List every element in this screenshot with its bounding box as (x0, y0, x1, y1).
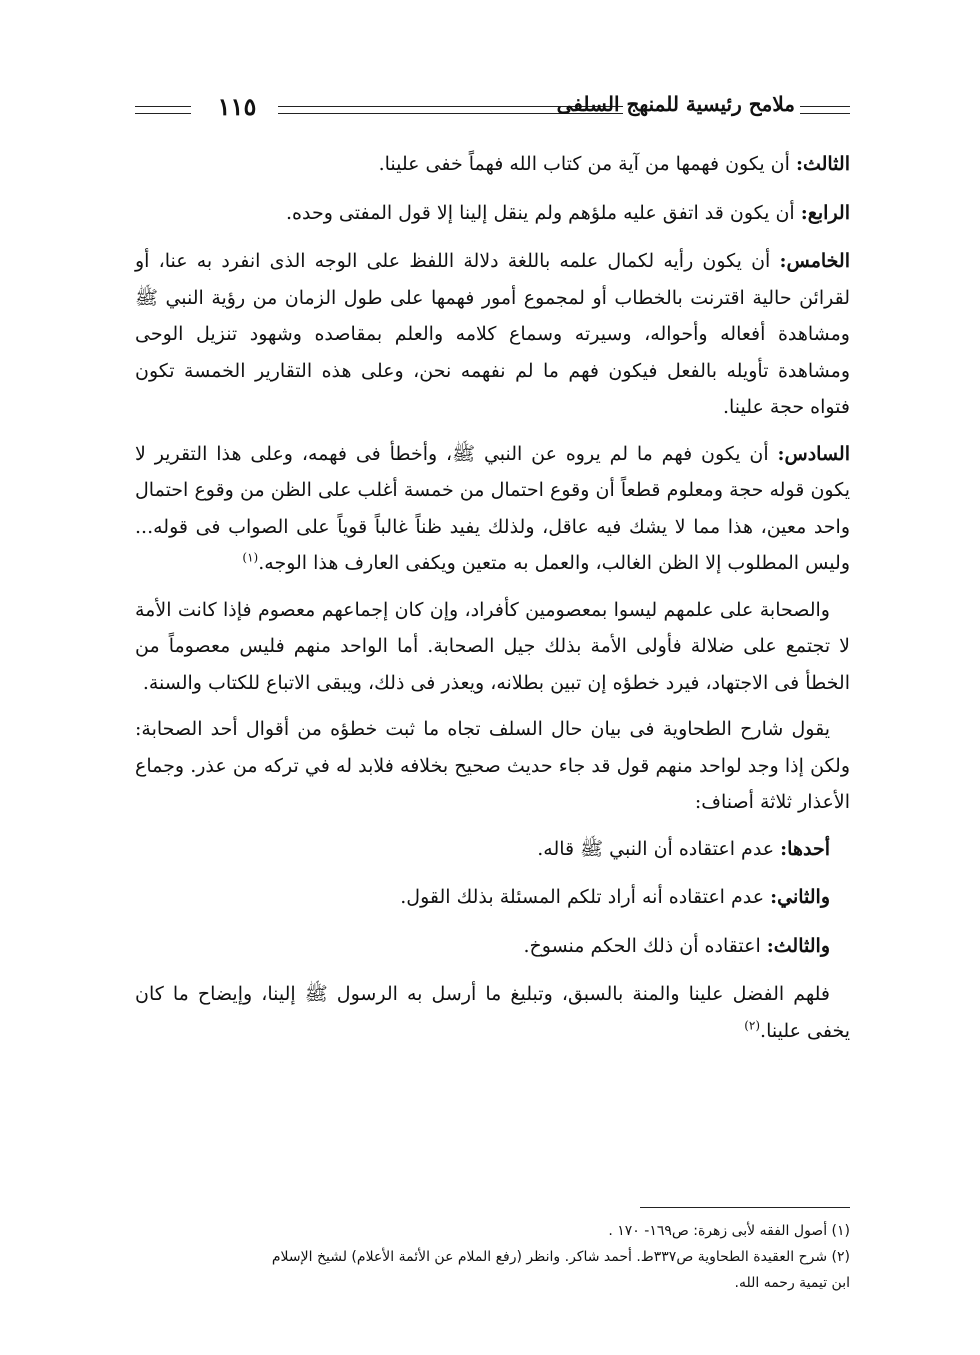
paragraph-text: والصحابة على علمهم ليسوا بمعصومين كأفراد، وإن كان إجماعهم معصوم فإذا كانت الأمة لا تجتمع على ضلالة فأولى الأمة بذلك جيل الصحابة. أما الواحد منهم فليس معصوماً من الخطأ فى الاجتهاد، فيرد خطؤه إن تبين بطلانه، ويعذر فى ذلك، ويبقى الاتباع للكتاب والسنة. (135, 598, 850, 694)
paragraph-lead: والثالث: (766, 934, 830, 957)
paragraph-text: أن يكون قد اتفق عليه ملؤهم ولم ينقل إلينا إلا قول المفتى وحده. (285, 201, 801, 224)
footnote-ref: (٢) (744, 1018, 761, 1033)
paragraph-conclusion (135, 976, 850, 1049)
paragraph-text: أن يكون فهمها من آية من كتاب الله فهماً خفى علينا. (378, 153, 796, 175)
paragraph-companions (135, 592, 850, 702)
page-header (135, 92, 850, 132)
paragraph-second-excuse (135, 879, 850, 916)
footnote-2-continued: ابن تيمية رحمه الله. (734, 1275, 850, 1291)
footnote-ref: (١) (242, 550, 259, 565)
paragraph-lead: الخامس: (779, 250, 850, 272)
paragraph-third-excuse (135, 928, 850, 965)
running-title: ملامح رئيسية للمنهج السلفى (556, 92, 795, 116)
paragraph-lead: الثالث: (795, 153, 850, 175)
paragraph-lead: الرابع: (800, 201, 850, 224)
paragraph-text: أن يكون فهم ما لم يروه عن النبي ﷺ، وأخطأ فى فهمه، وعلى هذا التقرير لا يكون قوله حجة ومعلوم قطعاً أن وقوع احتمال من خمسة أغلب على الظن من وقوع احتمال واحد معين، هذا مما لا يشك فيه عاقل، ولذلك يفيد ظناً غالباً قوياً على الصواب فى قوله... وليس المطلوب إلا الظن الغالب، والعمل به متعين ويكفى العارف هذا الوجه. (135, 442, 850, 574)
paragraph-lead: السادس: (777, 442, 850, 465)
header-rule-right (800, 106, 850, 114)
page-number: ١١٥ (217, 92, 257, 121)
footnotes (135, 1218, 850, 1296)
header-rule-left (135, 106, 191, 114)
body-text (135, 146, 850, 1059)
paragraph-third (135, 146, 850, 183)
paragraph-sixth (135, 436, 850, 582)
paragraph-tahawiyya (135, 711, 850, 821)
paragraph-text: يقول شارح الطحاوية فى بيان حال السلف تجاه ما ثبت خطؤه من أقوال أحد الصحابة: ولكن إذا وجد لواحد منهم قول قد جاء حديث صحيح بخلافه فلابد له في تركه من عذر. وجماع الأعذار ثلاثة أصناف: (135, 718, 850, 813)
footnote-2: (٢) شرح العقيدة الطحاوية ص٣٣٧ط. أحمد شاكر. وانظر (رفع الملام عن الأئمة الأعلام) لشيخ الإسلام (271, 1249, 850, 1265)
paragraph-text: أن يكون رأيه لكمال علمه باللغة دلالة اللفظ على الوجه الذى انفرد به عنا، أو لقرائن حالية اقترنت بالخطاب أو لمجموع أمور فهمها على طول الزمان من رؤية النبي ﷺ ومشاهدة أفعاله وأحواله، وسيرته وسماع كلامه والعلم بمقاصده وشهود تنزيل الوحى ومشاهدة تأويله بالفعل فيكون فهم ما لم نفهمه نحن، وعلى هذه التقارير الخمسة تكون فتواه حجة علينا. (135, 250, 850, 418)
paragraph-text: اعتقاده أن ذلك الحكم منسوخ. (523, 934, 767, 957)
paragraph-text: فلهم الفضل علينا والمنة بالسبق، وتبليغ ما أرسل به الرسول ﷺ إلينا، وإيضاح ما كان يخفى علينا. (135, 983, 850, 1042)
paragraph-first-excuse (135, 831, 850, 868)
paragraph-text: عدم اعتقاده أن النبي ﷺ قاله. (537, 837, 781, 860)
footnote-1: (١) أصول الفقه لأبى زهرة: ص١٦٩- ١٧٠ . (608, 1223, 850, 1239)
paragraph-fourth (135, 195, 850, 232)
footnote-divider (640, 1207, 850, 1208)
paragraph-lead: والثاني: (770, 886, 830, 908)
paragraph-lead: أحدها: (780, 837, 830, 860)
paragraph-text: عدم اعتقاده أنه أراد تلكم المسئلة بذلك القول. (400, 886, 771, 908)
paragraph-fifth (135, 243, 850, 426)
